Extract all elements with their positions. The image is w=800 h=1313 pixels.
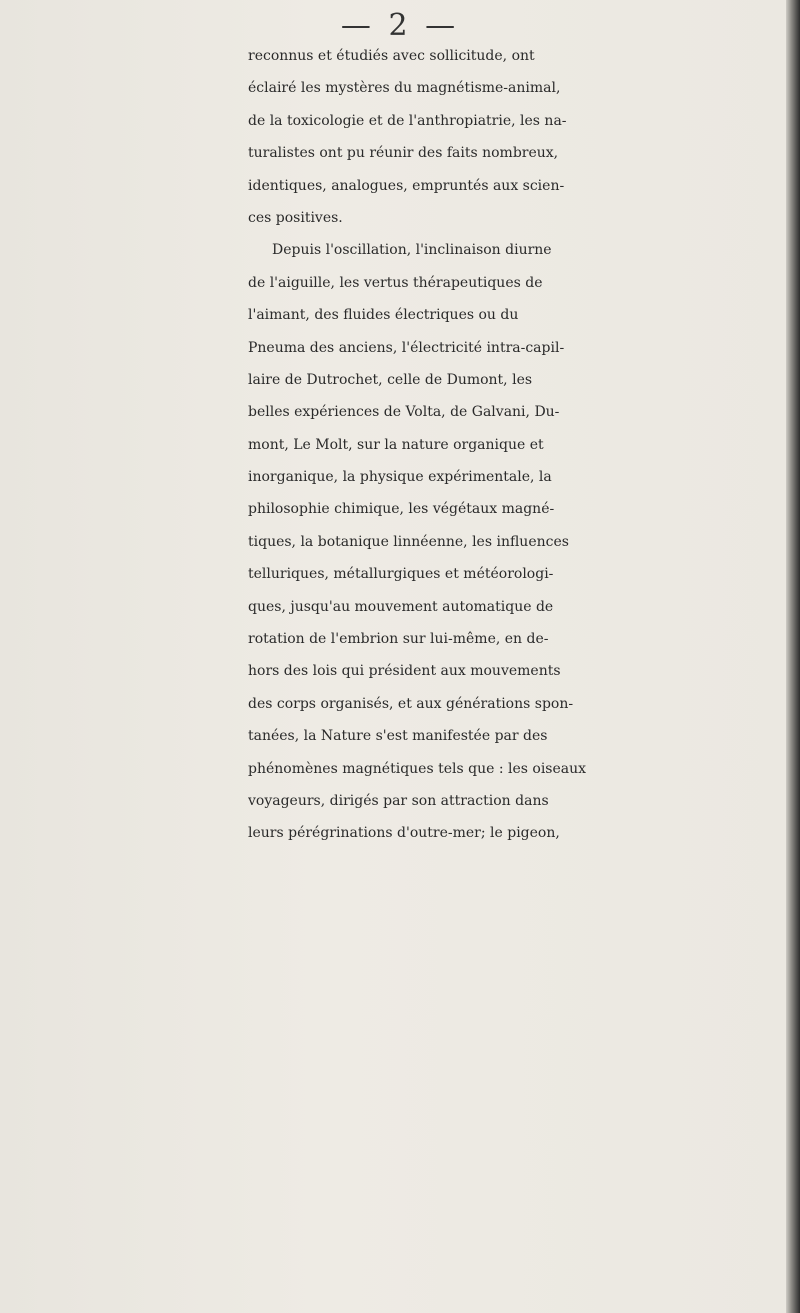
page-edge-shadow xyxy=(786,0,800,1313)
text-line: l'aimant, des fluides électriques ou du xyxy=(248,307,519,324)
text-line: éclairé les mystères du magnétisme-animal, xyxy=(248,80,561,97)
text-line: Pneuma des anciens, l'électricité intra-capil- xyxy=(248,339,565,356)
text-line: identiques, analogues, empruntés aux scien- xyxy=(248,177,565,194)
text-line: mont, Le Molt, sur la nature organique et xyxy=(248,436,544,453)
body-text xyxy=(248,40,800,850)
text-line: voyageurs, dirigés par son attraction dans xyxy=(248,792,549,809)
text-line: de l'aiguille, les vertus thérapeutiques de xyxy=(248,274,543,291)
text-line: inorganique, la physique expérimentale, la xyxy=(248,469,552,486)
text-line: de la toxicologie et de l'anthropiatrie, les na- xyxy=(248,112,567,129)
text-line: rotation de l'embrion sur lui-même, en de- xyxy=(248,631,549,648)
text-line: hors des lois qui président aux mouvements xyxy=(248,663,561,680)
text-line: telluriques, métallurgiques et météorologi- xyxy=(248,566,554,583)
text-line: laire de Dutrochet, celle de Dumont, les xyxy=(248,371,533,388)
text-line: Depuis l'oscillation, l'inclinaison diurne xyxy=(272,242,552,259)
text-line: reconnus et étudiés avec sollicitude, ont xyxy=(248,48,535,64)
text-line: leurs pérégrinations d'outre-mer; le pigeon, xyxy=(248,825,560,842)
text-line: ques, jusqu'au mouvement automatique de xyxy=(248,598,554,615)
text-line: phénomènes magnétiques tels que : les oiseaux xyxy=(248,760,587,777)
page-number: — 2 — xyxy=(340,8,460,43)
text-line: turalistes ont pu réunir des faits nombreux, xyxy=(248,145,559,162)
text-line: philosophie chimique, les végétaux magné- xyxy=(248,501,555,518)
text-line: tiques, la botanique linnéenne, les influences xyxy=(248,533,569,550)
text-line: belles expériences de Volta, de Galvani, Du- xyxy=(248,404,560,421)
text-line: ces positives. xyxy=(248,209,343,226)
text-line: tanées, la Nature s'est manifestée par des xyxy=(248,728,548,745)
text-line: des corps organisés, et aux générations spon- xyxy=(248,695,574,712)
